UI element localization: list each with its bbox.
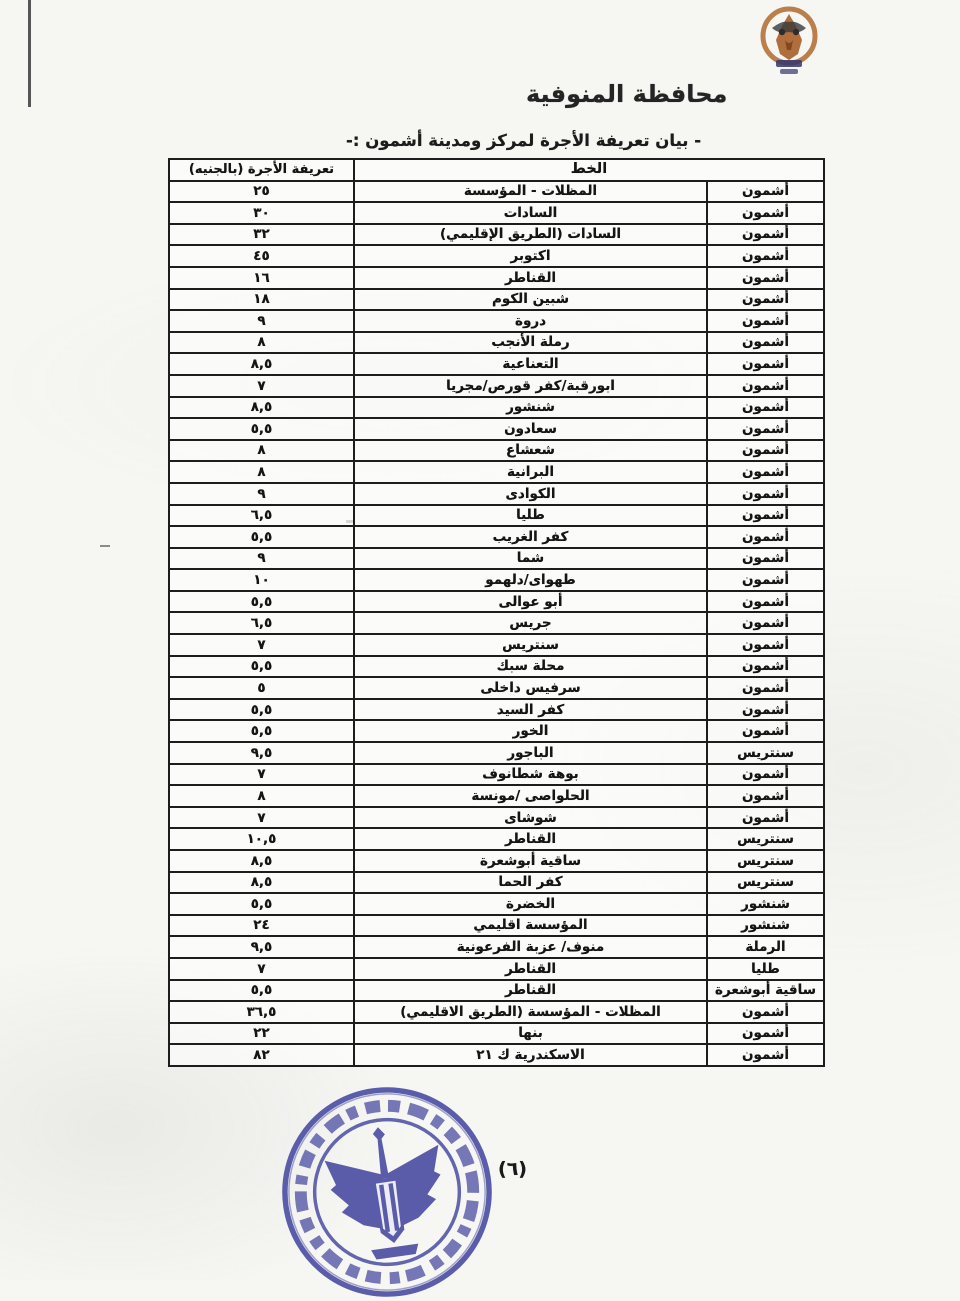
- fare-cell: ٥,٥: [169, 526, 354, 548]
- origin-cell: سنتريس: [707, 850, 824, 872]
- fare-table-row: [169, 958, 824, 980]
- fare-cell: ٥,٥: [169, 418, 354, 440]
- fare-cell: ٤٥: [169, 245, 354, 267]
- route-cell: شبين الكوم: [354, 289, 707, 311]
- fare-table-row: [169, 332, 824, 354]
- fare-cell: ٩,٥: [169, 742, 354, 764]
- route-cell: البرانية: [354, 461, 707, 483]
- fare-cell: ٣٦,٥: [169, 1001, 354, 1023]
- fare-table-row: [169, 828, 824, 850]
- fare-table-row: [169, 375, 824, 397]
- route-cell: الخضرة: [354, 893, 707, 915]
- origin-cell: أشمون: [707, 591, 824, 613]
- origin-cell: أشمون: [707, 807, 824, 829]
- fare-table-row: [169, 440, 824, 462]
- route-cell: أبو عوالى: [354, 591, 707, 613]
- fare-cell: ٣٠: [169, 202, 354, 224]
- origin-cell: أشمون: [707, 267, 824, 289]
- fare-table-row: [169, 980, 824, 1002]
- fare-table-row: [169, 656, 824, 678]
- route-cell: شما: [354, 548, 707, 570]
- origin-cell: أشمون: [707, 440, 824, 462]
- fare-cell: ٥,٥: [169, 893, 354, 915]
- fare-cell: ٨: [169, 785, 354, 807]
- fare-cell: ٦,٥: [169, 612, 354, 634]
- fare-cell: ١٨: [169, 289, 354, 311]
- fare-table-row: [169, 505, 824, 527]
- fare-table-row: [169, 526, 824, 548]
- origin-cell: أشمون: [707, 224, 824, 246]
- fare-cell: ٨٢: [169, 1044, 354, 1066]
- route-cell: طهواى/دلهمو: [354, 569, 707, 591]
- origin-cell: طليا: [707, 958, 824, 980]
- route-cell: منوف/ عزبة الفرعونية: [354, 936, 707, 958]
- fare-cell: ٥,٥: [169, 656, 354, 678]
- route-cell: المؤسسة اقليمي: [354, 915, 707, 937]
- fare-table-row: [169, 418, 824, 440]
- fare-table-row: [169, 245, 824, 267]
- fare-table-row: [169, 699, 824, 721]
- fare-table-row: [169, 1023, 824, 1045]
- origin-cell: أشمون: [707, 202, 824, 224]
- route-cell: القناطر: [354, 267, 707, 289]
- route-cell: السادات (الطريق الإقليمي): [354, 224, 707, 246]
- fare-table-row: [169, 850, 824, 872]
- route-cell: اكتوبر: [354, 245, 707, 267]
- fare-cell: ٩,٥: [169, 936, 354, 958]
- origin-cell: أشمون: [707, 764, 824, 786]
- origin-cell: أشمون: [707, 310, 824, 332]
- origin-cell: أشمون: [707, 1044, 824, 1066]
- fare-cell: ٨: [169, 461, 354, 483]
- route-cell: المظلات - المؤسسة (الطريق الاقليمي): [354, 1001, 707, 1023]
- fare-cell: ٧: [169, 958, 354, 980]
- fare-cell: ٨,٥: [169, 353, 354, 375]
- fare-table-row: [169, 181, 824, 203]
- route-cell: الخور: [354, 720, 707, 742]
- origin-cell: أشمون: [707, 353, 824, 375]
- fare-table-row: [169, 591, 824, 613]
- fare-table-row: [169, 202, 824, 224]
- governorate-title: محافظة المنوفية: [526, 80, 728, 108]
- route-cell: الحلواصى /مونسة: [354, 785, 707, 807]
- fare-table-row: [169, 893, 824, 915]
- route-cell: دروة: [354, 310, 707, 332]
- fare-cell: ٧: [169, 807, 354, 829]
- route-cell: القناطر: [354, 958, 707, 980]
- origin-cell: أشمون: [707, 699, 824, 721]
- origin-cell: أشمون: [707, 397, 824, 419]
- fare-cell: ٩: [169, 483, 354, 505]
- fare-table-row: [169, 353, 824, 375]
- fare-cell: ٥,٥: [169, 980, 354, 1002]
- route-cell: محلة سبك: [354, 656, 707, 678]
- route-cell: بنها: [354, 1023, 707, 1045]
- route-cell: طليا: [354, 505, 707, 527]
- scan-artifact-line: [28, 0, 31, 107]
- origin-cell: سنتريس: [707, 872, 824, 894]
- fare-cell: ٩: [169, 548, 354, 570]
- fare-cell: ٦,٥: [169, 505, 354, 527]
- route-cell: السادات: [354, 202, 707, 224]
- origin-cell: أشمون: [707, 181, 824, 203]
- fare-cell: ٢٤: [169, 915, 354, 937]
- fare-cell: ١٠,٥: [169, 828, 354, 850]
- route-cell: التعناعية: [354, 353, 707, 375]
- route-cell: كفر الحما: [354, 872, 707, 894]
- origin-cell: أشمون: [707, 785, 824, 807]
- route-cell: المظلات - المؤسسة: [354, 181, 707, 203]
- origin-cell: أشمون: [707, 677, 824, 699]
- fare-table-row: [169, 483, 824, 505]
- origin-cell: أشمون: [707, 612, 824, 634]
- fare-table-row: [169, 872, 824, 894]
- fare-table: [168, 158, 825, 1067]
- fare-cell: ١٦: [169, 267, 354, 289]
- fare-table-row: [169, 936, 824, 958]
- route-cell: الباجور: [354, 742, 707, 764]
- fare-table-row: [169, 612, 824, 634]
- route-cell: سرفيس داخلى: [354, 677, 707, 699]
- origin-cell: الرملة: [707, 936, 824, 958]
- fare-table-row: [169, 720, 824, 742]
- route-cell: شنشور: [354, 397, 707, 419]
- route-cell: رملة الأنجب: [354, 332, 707, 354]
- origin-cell: أشمون: [707, 720, 824, 742]
- fare-table-row: [169, 634, 824, 656]
- origin-cell: شنشور: [707, 915, 824, 937]
- fare-table-row: [169, 461, 824, 483]
- route-cell: سعادون: [354, 418, 707, 440]
- route-cell: شوشاى: [354, 807, 707, 829]
- fare-table-row: [169, 397, 824, 419]
- origin-cell: أشمون: [707, 332, 824, 354]
- fare-cell: ٧: [169, 764, 354, 786]
- fare-cell: ٢٥: [169, 181, 354, 203]
- fare-table-row: [169, 1001, 824, 1023]
- origin-cell: أشمون: [707, 1001, 824, 1023]
- fare-cell: ٨,٥: [169, 397, 354, 419]
- fare-cell: ٥,٥: [169, 591, 354, 613]
- statement-line: - بيان تعريفة الأجرة لمركز ومدينة أشمون :-: [346, 131, 702, 150]
- fare-table-row: [169, 548, 824, 570]
- route-cell: الاسكندرية ك ٢١: [354, 1044, 707, 1066]
- fare-table-row: [169, 764, 824, 786]
- route-cell: ساقية أبوشعرة: [354, 850, 707, 872]
- fare-cell: ٨: [169, 332, 354, 354]
- route-cell: كفر السيد: [354, 699, 707, 721]
- origin-cell: أشمون: [707, 375, 824, 397]
- page-number: (٦): [498, 1158, 527, 1180]
- origin-cell: سنتريس: [707, 742, 824, 764]
- fare-table-row: [169, 807, 824, 829]
- origin-cell: أشمون: [707, 569, 824, 591]
- origin-cell: أشمون: [707, 548, 824, 570]
- fare-cell: ٥,٥: [169, 699, 354, 721]
- fare-cell: ١٠: [169, 569, 354, 591]
- fare-table-row: [169, 569, 824, 591]
- route-cell: ابورقبة/كفر قورص/مجريا: [354, 375, 707, 397]
- fare-table-row: [169, 289, 824, 311]
- fare-cell: ٣٢: [169, 224, 354, 246]
- origin-cell: شنشور: [707, 893, 824, 915]
- header-row: [169, 159, 824, 181]
- origin-cell: أشمون: [707, 461, 824, 483]
- origin-cell: أشمون: [707, 656, 824, 678]
- fare-table-row: [169, 1044, 824, 1066]
- fare-table-row: [169, 742, 824, 764]
- fare-cell: ٨,٥: [169, 850, 354, 872]
- scan-speck: [100, 545, 110, 547]
- route-column-header: الخط: [354, 159, 824, 181]
- fare-cell: ٧: [169, 634, 354, 656]
- route-cell: سنتريس: [354, 634, 707, 656]
- origin-cell: أشمون: [707, 245, 824, 267]
- origin-cell: أشمون: [707, 505, 824, 527]
- fare-cell: ٨: [169, 440, 354, 462]
- route-cell: بوهة شطانوف: [354, 764, 707, 786]
- route-cell: شعشاع: [354, 440, 707, 462]
- fare-cell: ٨,٥: [169, 872, 354, 894]
- origin-cell: ساقية أبوشعرة: [707, 980, 824, 1002]
- origin-cell: أشمون: [707, 1023, 824, 1045]
- route-cell: القناطر: [354, 828, 707, 850]
- fare-cell: ٧: [169, 375, 354, 397]
- fare-table-row: [169, 785, 824, 807]
- fare-table-row: [169, 310, 824, 332]
- fare-table-row: [169, 677, 824, 699]
- origin-cell: أشمون: [707, 483, 824, 505]
- route-cell: جريس: [354, 612, 707, 634]
- origin-cell: أشمون: [707, 526, 824, 548]
- route-cell: الكوادى: [354, 483, 707, 505]
- fare-cell: ٩: [169, 310, 354, 332]
- egypt-eagle-emblem-icon: [752, 6, 826, 84]
- fare-table-row: [169, 915, 824, 937]
- fare-cell: ٥,٥: [169, 720, 354, 742]
- fare-cell: ٥: [169, 677, 354, 699]
- fare-table-row: [169, 267, 824, 289]
- fare-column-header: تعريفة الأجرة (بالجنيه): [169, 159, 354, 181]
- fare-cell: ٢٢: [169, 1023, 354, 1045]
- origin-cell: أشمون: [707, 418, 824, 440]
- fare-table-row: [169, 224, 824, 246]
- official-round-stamp-icon: [278, 1083, 496, 1301]
- route-cell: كفر الغريب: [354, 526, 707, 548]
- origin-cell: سنتريس: [707, 828, 824, 850]
- route-cell: القناطر: [354, 980, 707, 1002]
- origin-cell: أشمون: [707, 634, 824, 656]
- origin-cell: أشمون: [707, 289, 824, 311]
